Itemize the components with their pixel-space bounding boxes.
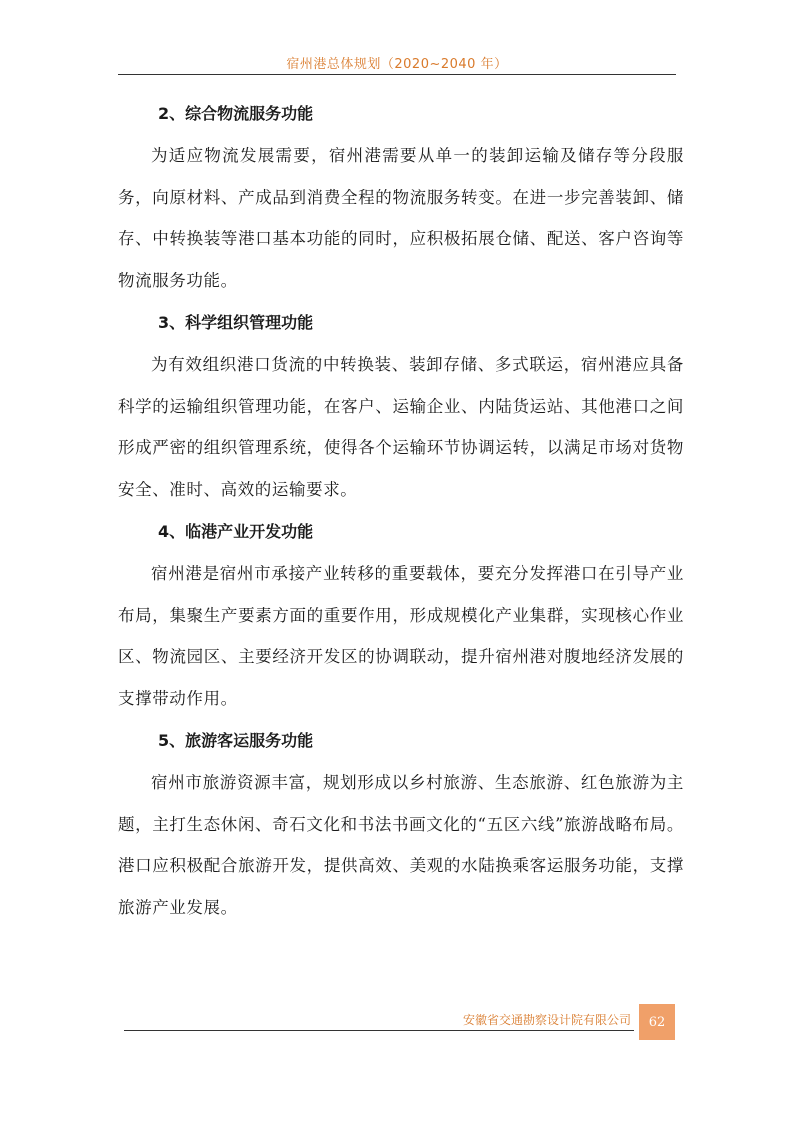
section-industry bbox=[118, 517, 684, 719]
section-heading: 4、临港产业开发功能 bbox=[158, 522, 314, 541]
page-number-badge: 62 bbox=[639, 1004, 675, 1040]
section-paragraph: 为有效组织港口货流的中转换装、装卸存储、多式联运，宿州港应具备科学的运输组织管理功能，在客户、运输企业、内陆货运站、其他港口之间形成严密的组织管理系统，使得各个运输环节协调运转，以满足市场对货物安全、准时、高效的运输要求。 bbox=[118, 355, 684, 499]
section-heading: 3、科学组织管理功能 bbox=[158, 313, 314, 332]
section-paragraph: 宿州市旅游资源丰富，规划形成以乡村旅游、生态旅游、红色旅游为主题，主打生态休闲、奇石文化和书法书画文化的“五区六线”旅游战略布局。港口应积极配合旅游开发，提供高效、美观的水陆换乘客运服务功能，支撑旅游产业发展。 bbox=[118, 773, 684, 917]
section-tourism bbox=[118, 726, 684, 928]
section-paragraph: 宿州港是宿州市承接产业转移的重要载体，要充分发挥港口在引导产业布局，集聚生产要素方面的重要作用，形成规模化产业集群，实现核心作业区、物流园区、主要经济开发区的协调联动，提升宿州港对腹地经济发展的支撑带动作用。 bbox=[118, 564, 684, 708]
footer-divider bbox=[124, 1030, 634, 1031]
footer-company-name: 安徽省交通勘察设计院有限公司 bbox=[462, 1013, 631, 1027]
section-logistics bbox=[118, 99, 684, 301]
document-body bbox=[118, 92, 684, 928]
section-heading: 5、旅游客运服务功能 bbox=[158, 731, 314, 750]
section-heading: 2、综合物流服务功能 bbox=[158, 104, 314, 123]
header-title: 宿州港总体规划（2020~2040 年） bbox=[286, 57, 508, 72]
section-management bbox=[118, 308, 684, 510]
section-paragraph: 为适应物流发展需要，宿州港需要从单一的装卸运输及储存等分段服务，向原材料、产成品到消费全程的物流服务转变。在进一步完善装卸、储存、中转换装等港口基本功能的同时，应积极拓展仓储、配送、客户咨询等物流服务功能。 bbox=[118, 146, 684, 290]
header-divider bbox=[118, 74, 676, 75]
